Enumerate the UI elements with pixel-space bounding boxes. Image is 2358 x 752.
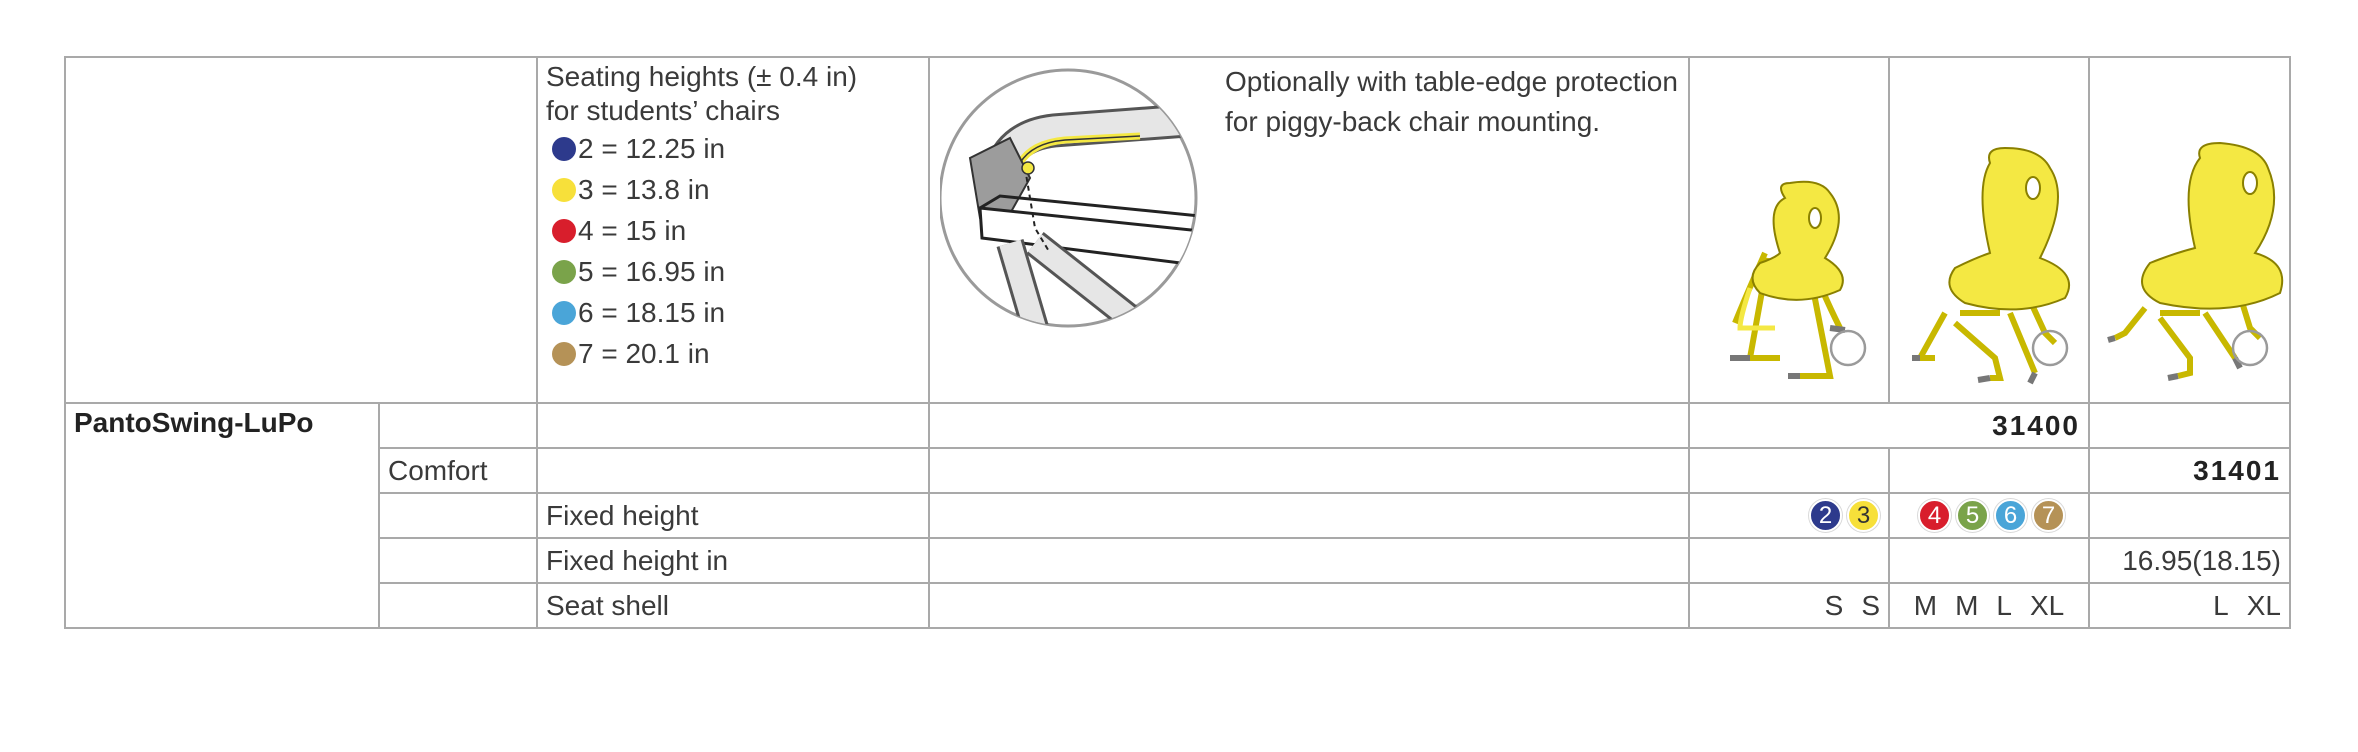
protection-line-2: for piggy-back chair mounting. — [1225, 106, 1601, 137]
color-dot-icon — [552, 301, 576, 325]
height-legend-item — [546, 333, 920, 374]
variant-label: Comfort — [379, 448, 537, 493]
heights-title: Seating heights (± 0.4 in) — [546, 61, 858, 92]
height-legend-item — [546, 128, 920, 169]
height-legend-label: 5 = 16.95 in — [578, 255, 726, 287]
seat-shell-sizes-3 — [2089, 583, 2290, 628]
cell — [537, 403, 929, 448]
height-badge-4: 4 — [1918, 499, 1951, 532]
seating-heights-legend — [537, 57, 929, 403]
spec-table — [64, 56, 2291, 629]
cell — [537, 448, 929, 493]
seat-shell-label: Seat shell — [537, 583, 929, 628]
cell — [929, 538, 1689, 583]
table-edge-protection-text — [1225, 62, 1678, 142]
color-dot-icon — [552, 137, 576, 161]
height-legend-item — [546, 292, 920, 333]
article-number-31401: 31401 — [2089, 448, 2290, 493]
seat-shell-sizes-1 — [1689, 583, 1889, 628]
seat-shell-row — [65, 583, 2290, 628]
color-dot-icon — [552, 178, 576, 202]
heights-list — [546, 128, 920, 374]
cell — [1689, 448, 1889, 493]
cell — [379, 583, 537, 628]
chair-m-illustration — [1890, 58, 2089, 403]
height-legend-item — [546, 210, 920, 251]
seat-size: L — [2213, 589, 2229, 621]
height-legend-label: 7 = 20.1 in — [578, 337, 710, 369]
cell — [379, 538, 537, 583]
empty-header-cell — [65, 57, 537, 403]
chair-s-illustration — [1690, 58, 1889, 403]
variant-row — [65, 448, 2290, 493]
fixed-height-badges-large — [1889, 493, 2089, 538]
fixed-height-in-value: 16.95(18.15) — [2089, 538, 2290, 583]
seat-size: XL — [2029, 589, 2065, 621]
fixed-height-in-label: Fixed height in — [537, 538, 929, 583]
height-legend-item — [546, 251, 920, 292]
color-dot-icon — [552, 342, 576, 366]
cell — [929, 493, 1689, 538]
product-name: PantoSwing-LuPo — [65, 403, 379, 628]
fixed-height-badges-small — [1689, 493, 1889, 538]
chair-l-illustration — [2090, 58, 2290, 403]
fixed-height-in-row — [65, 538, 2290, 583]
seat-size: XL — [2246, 589, 2281, 621]
header-row — [65, 57, 2290, 403]
cell — [929, 583, 1689, 628]
height-badge-6: 6 — [1994, 499, 2027, 532]
seat-size: L — [1996, 589, 2012, 621]
cell — [2089, 403, 2290, 448]
table-edge-protection-cell — [929, 57, 1689, 403]
fixed-height-row — [65, 493, 2290, 538]
seat-size: M — [1955, 589, 1979, 621]
chair-image-medium — [1889, 57, 2089, 403]
seat-size: M — [1913, 589, 1938, 621]
seat-shell-sizes-2 — [1889, 583, 2089, 628]
chair-image-small — [1689, 57, 1889, 403]
article-number-31400: 31400 — [1689, 403, 2089, 448]
height-legend-label: 2 = 12.25 in — [578, 132, 726, 164]
seat-size: S — [1824, 589, 1844, 621]
cell — [929, 448, 1689, 493]
cell — [1689, 538, 1889, 583]
protection-line-1: Optionally with table-edge protection — [1225, 66, 1678, 97]
product-row — [65, 403, 2290, 448]
height-badge-7: 7 — [2032, 499, 2065, 532]
cell — [379, 493, 537, 538]
height-badge-5: 5 — [1956, 499, 1989, 532]
height-legend-label: 4 = 15 in — [578, 214, 687, 246]
cell — [1889, 448, 2089, 493]
table-edge-protection-illustration — [940, 68, 1210, 338]
height-legend-item — [546, 169, 920, 210]
height-legend-label: 3 = 13.8 in — [578, 173, 710, 205]
cell — [2089, 493, 2290, 538]
cell — [379, 403, 537, 448]
color-dot-icon — [552, 219, 576, 243]
height-legend-label: 6 = 18.15 in — [578, 296, 726, 328]
height-badge-2: 2 — [1809, 499, 1842, 532]
heights-subtitle: for students’ chairs — [546, 95, 780, 126]
chair-image-large — [2089, 57, 2290, 403]
cell — [929, 403, 1689, 448]
height-badge-3: 3 — [1847, 499, 1880, 532]
color-dot-icon — [552, 260, 576, 284]
cell — [1889, 538, 2089, 583]
fixed-height-label: Fixed height — [537, 493, 929, 538]
seat-size: S — [1861, 589, 1880, 621]
